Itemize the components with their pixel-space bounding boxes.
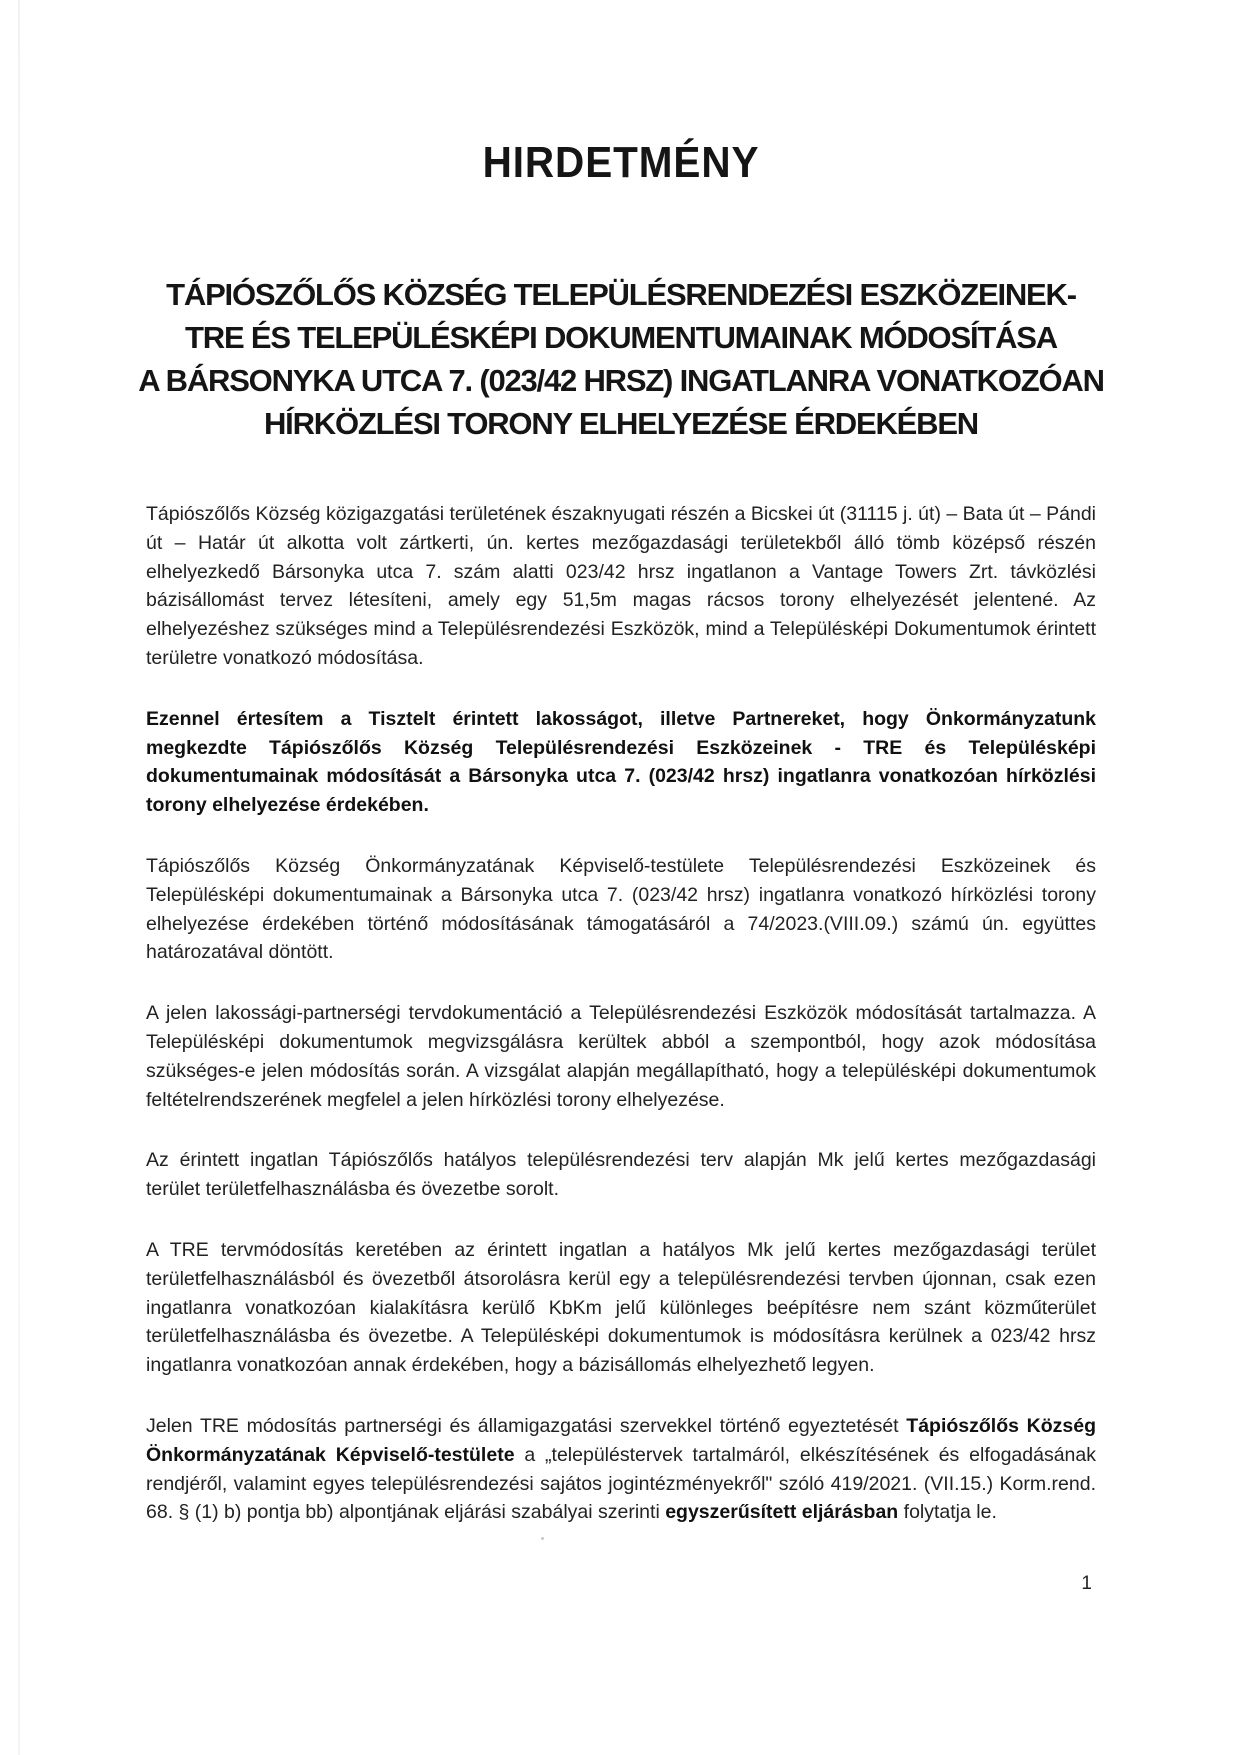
subtitle-line: TÁPIÓSZŐLŐS KÖZSÉG TELEPÜLÉSRENDEZÉSI ESZKÖZEINEK- xyxy=(166,277,1076,312)
procedure-text: Jelen TRE módosítás partnerségi és államigazgatási szervekkel történő egyeztetését xyxy=(146,1414,907,1437)
subtitle-line: A BÁRSONYKA UTCA 7. (023/42 HRSZ) INGATLANRA VONATKOZÓAN xyxy=(138,363,1104,398)
subtitle-line: HÍRKÖZLÉSI TORONY ELHELYEZÉSE ÉRDEKÉBEN xyxy=(264,406,978,441)
procedure-text: a „településtervek tartalmáról, elkészítésének és elfogadásának rendjéről, valamint egyes településrendezési sajátos jogintézményekről" szóló 419/2021. (VII.15.) Korm.rend. 68. § (1) b) pontja bb) alpontjának eljárási szabályai szerinti xyxy=(146,1443,1096,1524)
paragraph-documentation: A jelen lakossági-partnerségi tervdokumentáció a Településrendezési Eszközök módosítását tartalmazza. A Településképi dokumentumok megvizsgálásra kerültek abból a szempontból, hogy azok módosítása szükséges-e jelen módosítás során. A vizsgálat alapján megállapítható, hogy a településképi dokumentumok feltételrendszerének megfelel a jelen hírközlési torony elhelyezése. xyxy=(146,1002,1096,1111)
scan-edge xyxy=(18,0,20,1755)
document-title: HIRDETMÉNY xyxy=(482,138,760,187)
subtitle-line: TRE ÉS TELEPÜLÉSKÉPI DOKUMENTUMAINAK MÓDOSÍTÁSA xyxy=(185,320,1057,355)
paragraph-zoning: Az érintett ingatlan Tápiószőlős hatályos településrendezési terv alapján Mk jelű kertes mezőgazdasági terület területfelhasználásba és övezetbe sorolt. xyxy=(146,1149,1096,1201)
scan-artifact xyxy=(541,1537,544,1540)
paragraph-intro: Tápiószőlős Község közigazgatási területének északnyugati részén a Bicskei út (31115 j. út) – Bata út – Pándi út – Határ út alkotta volt zártkerti, ún. kertes mezőgazdasági területekből álló tömb középső részén elhelyezkedő Bársonyka utca 7. szám alatti 023/42 hrsz ingatlanon a Vantage Towers Zrt. távközlési bázisállomást tervez létesíteni, amely egy 51,5m magas rácsos torony elhelyezését jelentené. Az elhelyezéshez szükséges mind a Településrendezési Eszközök, mind a Településképi Dokumentumok érintett területre vonatkozó módosítása. xyxy=(146,503,1096,669)
page-number: 1 xyxy=(1081,1573,1092,1594)
procedure-text: folytatja le. xyxy=(898,1501,997,1524)
document-body xyxy=(146,500,1096,1559)
paragraph-modification: A TRE tervmódosítás keretében az érintett ingatlan a hatályos Mk jelű kertes mezőgazdasági terület területfelhasználásból és övezetből átsorolásra kerül egy a településrendezési tervben újonnan, csak ezen ingatlanra vonatkozóan kialakításra kerülő KbKm jelű különleges beépítésre nem szánt közműterület területfelhasználásba és övezetbe. A Településképi dokumentumok is módosításra kerülnek a 023/42 hrsz ingatlanra vonatkozóan annak érdekében, hogy a bázisállomás elhelyezhető legyen. xyxy=(146,1238,1096,1377)
paragraph-notice: Ezennel értesítem a Tisztelt érintett lakosságot, illetve Partnereket, hogy Önkormányzatunk megkezdte Tápiószőlős Község Településrendezési Eszközeinek - TRE és Településképi dokumentumainak módosítását a Bársonyka utca 7. (023/42 hrsz) ingatlanra vonatkozóan hírközlési torony elhelyezése érdekében. xyxy=(146,707,1096,817)
procedure-body-name: Tápiószőlős Község Önkormányzatának Képviselő-testülete xyxy=(146,1414,1096,1466)
procedure-type: egyszerűsített eljárásban xyxy=(665,1501,899,1524)
paragraph-decision: Tápiószőlős Község Önkormányzatának Képviselő-testülete Településrendezési Eszközeinek és Településképi dokumentumainak a Bársonyka utca 7. (023/42 hrsz) ingatlanra vonatkozó hírközlési torony elhelyezése érdekében történő módosításának támogatásáról a 74/2023.(VIII.09.) számú ún. együttes határozatával döntött. xyxy=(146,854,1096,964)
document-subtitle xyxy=(110,273,1132,445)
paragraph-procedure xyxy=(146,1412,1096,1527)
